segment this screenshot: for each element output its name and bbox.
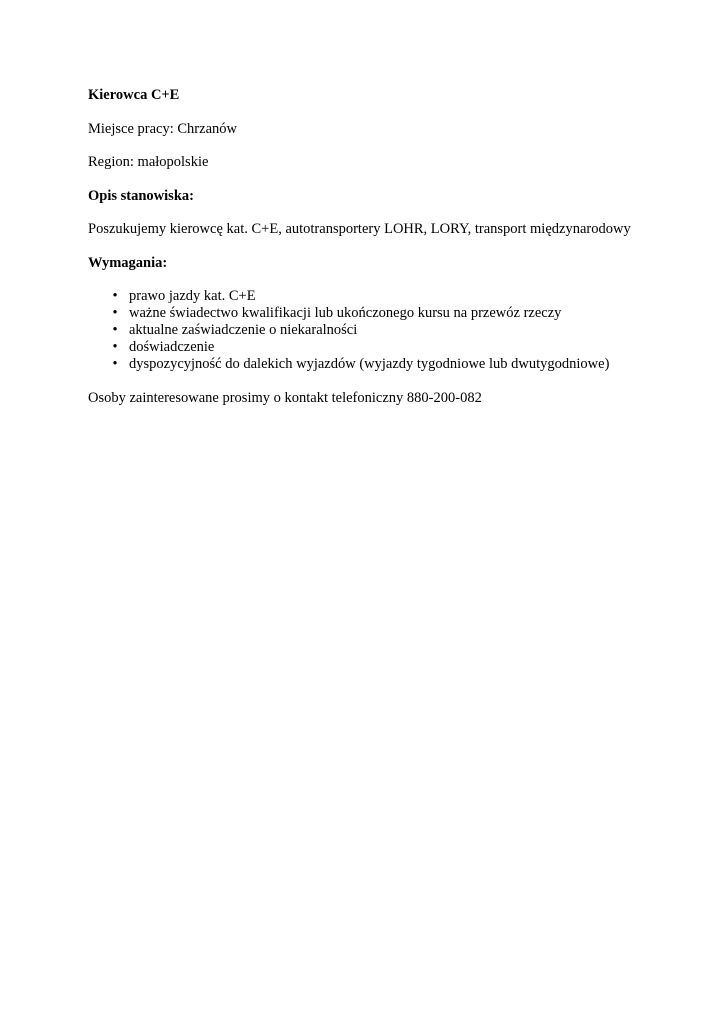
requirements-heading: Wymagania:: [88, 255, 168, 271]
list-item: [88, 288, 609, 305]
job-region: Region: małopolskie: [88, 154, 209, 170]
requirement-text: aktualne zaświadczenie o niekaralności: [129, 322, 358, 338]
requirement-text: prawo jazdy kat. C+E: [129, 288, 256, 304]
bullet-icon: •: [112, 339, 118, 355]
bullet-icon: •: [112, 356, 118, 372]
requirements-list: [88, 288, 609, 373]
job-title: Kierowca C+E: [88, 87, 180, 103]
requirement-text: doświadczenie: [129, 339, 215, 355]
bullet-icon: •: [112, 305, 118, 321]
bullet-icon: •: [112, 288, 118, 304]
list-item: [88, 356, 609, 373]
bullet-icon: •: [112, 322, 118, 338]
list-item: [88, 339, 609, 356]
contact-text: Osoby zainteresowane prosimy o kontakt telefoniczny 880-200-082: [88, 390, 482, 406]
list-item: [88, 322, 609, 339]
job-location: Miejsce pracy: Chrzanów: [88, 121, 237, 137]
requirement-text: dyspozycyjność do dalekich wyjazdów (wyjazdy tygodniowe lub dwutygodniowe): [129, 356, 610, 372]
requirement-text: ważne świadectwo kwalifikacji lub ukończonego kursu na przewóz rzeczy: [129, 305, 562, 321]
description-heading: Opis stanowiska:: [88, 188, 194, 204]
list-item: [88, 305, 609, 322]
description-text: Poszukujemy kierowcę kat. C+E, autotransportery LOHR, LORY, transport międzynarodowy: [88, 221, 631, 237]
